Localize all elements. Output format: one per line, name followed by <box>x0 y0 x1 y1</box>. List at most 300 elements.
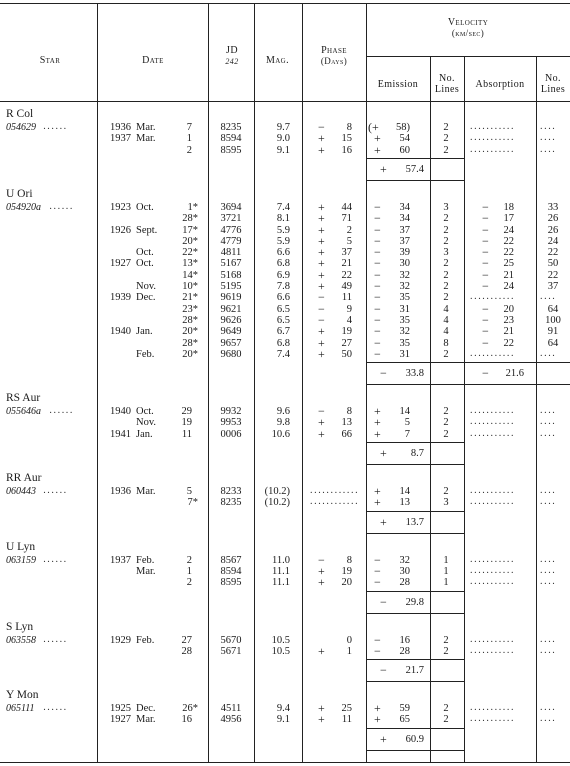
row-emission: 32 <box>399 326 410 338</box>
row-day: 19 <box>181 417 192 429</box>
row-emission: 7 <box>404 428 410 440</box>
row-absorption: 25 <box>503 258 514 270</box>
ab-lines-dots: .... <box>540 633 557 645</box>
row-emission-sign: − <box>374 290 381 305</box>
header-emission: Emission <box>377 79 419 90</box>
mean-emission-sign: − <box>380 366 387 381</box>
mean-emission-sign: + <box>380 514 387 529</box>
row-emission: 37 <box>399 235 410 247</box>
row-mag: 9.6 <box>276 406 290 418</box>
row-year: 1925 <box>110 703 131 715</box>
row-em-lines: 8 <box>443 337 449 349</box>
row-ab-lines: 91 <box>547 326 559 338</box>
row-mag: 6.7 <box>276 326 290 338</box>
row-phase-sign: + <box>318 267 325 282</box>
row-emission: 65 <box>399 714 410 726</box>
column-rule-1 <box>208 3 209 762</box>
ab-lines-dots: .... <box>540 427 557 439</box>
row-em-lines: 2 <box>443 486 449 497</box>
row-jd: 8567 <box>220 554 242 566</box>
row-em-lines: 2 <box>443 281 449 292</box>
row-em-lines: 1 <box>443 577 449 589</box>
row-em-lines: 2 <box>443 348 449 360</box>
row-jd: 8235 <box>220 122 242 133</box>
mean-rule-bottom <box>366 180 464 181</box>
leader-dots: ...... <box>43 633 68 645</box>
row-jd: 9657 <box>220 337 242 349</box>
star-name: R Col <box>6 108 34 120</box>
row-mag: 5.9 <box>276 235 290 247</box>
star-number: 054920a <box>6 201 41 213</box>
star-number: 065111 <box>6 703 35 715</box>
ab-lines-dots: .... <box>540 553 557 565</box>
row-day: 7 <box>186 122 192 133</box>
row-emission-sign: (+ <box>368 120 379 134</box>
mean-rule-top <box>366 728 464 729</box>
row-absorption-sign: − <box>482 279 489 293</box>
row-mag: (10.2) <box>264 497 290 509</box>
ab-lines-dots: .... <box>540 702 557 714</box>
row-phase: 27 <box>341 337 352 349</box>
row-phase: 8 <box>346 406 352 418</box>
row-day: 2 <box>186 554 192 566</box>
leader-dots: ...... <box>43 702 68 714</box>
row-absorption-sign: − <box>482 233 489 248</box>
row-phase: 71 <box>341 213 352 225</box>
absorption-dots: ........... <box>470 291 516 303</box>
row-emission-sign: − <box>374 346 381 361</box>
mean-rule-bottom <box>366 384 464 385</box>
row-ab-lines: 26 <box>547 213 559 225</box>
row-absorption: 22 <box>503 235 514 247</box>
header-ab-lines: No. Lines <box>540 73 566 95</box>
row-mag: 9.7 <box>276 122 290 133</box>
row-day: 10* <box>182 281 198 292</box>
row-phase: 13 <box>341 417 352 429</box>
row-jd: 8233 <box>220 486 242 497</box>
column-rule-3 <box>302 3 303 762</box>
absorption-dots: ........... <box>470 633 516 645</box>
row-jd: 9619 <box>220 292 242 304</box>
row-ab-lines: 22 <box>547 247 559 259</box>
row-jd: 3721 <box>220 213 242 225</box>
row-month: Nov. <box>136 281 157 292</box>
row-emission-sign: + <box>374 701 381 716</box>
mean-rule-bottom <box>366 750 464 751</box>
mean-rule-top <box>366 511 464 512</box>
row-emission: 28 <box>399 645 410 657</box>
leader-dots: ...... <box>49 405 74 417</box>
row-ab-lines: 33 <box>547 201 559 213</box>
absorption-dots: ........... <box>470 132 516 144</box>
row-phase-sign: − <box>318 404 325 419</box>
row-day: 23* <box>182 303 198 315</box>
row-phase-sign: + <box>318 563 325 578</box>
row-absorption: 24 <box>503 281 514 292</box>
ab-lines-dots: .... <box>540 496 557 508</box>
row-mag: (10.2) <box>264 486 290 497</box>
header-velocity: Velocity (km/sec) <box>447 17 489 38</box>
row-day: 5 <box>186 486 192 497</box>
star-number: 060443 <box>6 486 36 497</box>
row-em-lines: 2 <box>443 269 449 281</box>
row-emission-sign: + <box>374 142 381 157</box>
ab-lines-dots: .... <box>540 143 557 155</box>
row-emission-sign: + <box>374 404 381 419</box>
row-mag: 9.1 <box>276 144 290 156</box>
row-absorption-sign: − <box>482 335 489 350</box>
row-mag: 9.8 <box>276 417 290 429</box>
absorption-dots: ........... <box>470 496 516 508</box>
row-phase: 19 <box>341 565 352 577</box>
row-day: 2 <box>186 144 192 156</box>
row-ab-lines: 22 <box>547 269 559 281</box>
row-ab-lines: 64 <box>547 303 559 315</box>
row-year: 1927 <box>110 258 131 270</box>
star-name: RS Aur <box>6 392 41 405</box>
row-jd: 5168 <box>220 269 242 281</box>
row-year: 1940 <box>110 326 131 338</box>
row-phase: 50 <box>341 348 352 360</box>
row-jd: 8595 <box>220 144 242 156</box>
row-month: Feb. <box>136 348 155 360</box>
mean-emission-sign: − <box>380 594 387 609</box>
top-rule <box>0 3 570 4</box>
ab-lines-dots: .... <box>540 416 557 428</box>
row-absorption-sign: − <box>482 312 489 327</box>
row-emission: 34 <box>399 213 410 225</box>
row-emission-sign: − <box>374 301 381 316</box>
absorption-dots: ........... <box>470 416 516 428</box>
row-emission: 28 <box>399 577 410 589</box>
row-year: 1940 <box>110 406 131 418</box>
mean-rule-top <box>366 591 464 592</box>
row-phase: 11 <box>341 714 352 726</box>
header-mag: Mag. <box>265 55 290 66</box>
row-phase: 20 <box>341 577 352 589</box>
row-phase-sign: + <box>318 233 325 248</box>
row-phase: 21 <box>341 258 352 270</box>
row-emission-sign: − <box>374 222 381 237</box>
row-emission-sign: + <box>374 484 381 498</box>
row-mag: 11.1 <box>272 577 290 589</box>
row-emission: 60 <box>399 144 410 156</box>
mean-rule-top <box>366 158 464 159</box>
row-em-lines: 1 <box>443 565 449 577</box>
star-name: RR Aur <box>6 472 42 484</box>
row-mag: 7.4 <box>276 201 290 213</box>
row-phase: 8 <box>346 554 352 566</box>
row-day: 11 <box>181 428 192 440</box>
header-phase: Phase (Days) <box>320 45 348 66</box>
row-day: 1 <box>186 565 192 577</box>
row-emission: 13 <box>399 497 410 509</box>
mean-emission: 13.7 <box>405 516 424 528</box>
row-emission-sign: − <box>374 552 381 567</box>
absorption-dots: ........... <box>470 644 516 656</box>
row-absorption-sign: − <box>482 267 489 282</box>
star-number: 054629 <box>6 122 36 133</box>
mean-rule-bottom-ab <box>464 384 570 385</box>
row-emission: 14 <box>399 486 410 497</box>
row-emission: 37 <box>399 224 410 236</box>
star-name: U Ori <box>6 187 33 200</box>
row-jd: 8594 <box>220 133 242 145</box>
row-emission-sign: − <box>374 632 381 647</box>
row-jd: 3694 <box>220 201 242 213</box>
row-phase-sign: − <box>318 301 325 316</box>
row-ab-lines: 100 <box>545 314 561 326</box>
column-rule-0 <box>97 3 98 762</box>
absorption-dots: ........... <box>470 347 516 359</box>
row-absorption: 20 <box>503 303 514 315</box>
row-mag: 7.8 <box>276 281 290 292</box>
row-mag: 6.5 <box>276 303 290 315</box>
row-em-lines: 4 <box>443 326 449 338</box>
row-month: Oct. <box>136 406 154 418</box>
row-month: Dec. <box>136 703 156 715</box>
row-mag: 6.6 <box>276 247 290 259</box>
row-emission-sign: − <box>374 199 381 214</box>
row-month: Oct. <box>136 258 154 270</box>
ab-lines-dots: .... <box>540 564 557 576</box>
row-em-lines: 2 <box>443 292 449 304</box>
row-phase: 0 <box>346 634 352 646</box>
row-em-lines: 2 <box>443 258 449 270</box>
ab-lines-dots: .... <box>540 291 557 303</box>
row-jd: 9953 <box>220 417 242 429</box>
row-emission: 30 <box>399 258 410 270</box>
row-day: 7* <box>187 497 198 509</box>
row-emission: 35 <box>399 292 410 304</box>
row-jd: 5670 <box>220 634 242 646</box>
row-absorption-sign: − <box>482 211 489 226</box>
row-phase-sign: − <box>318 290 325 305</box>
row-em-lines: 2 <box>443 144 449 156</box>
row-mag: 8.1 <box>276 213 290 225</box>
row-phase-sign: − <box>318 552 325 567</box>
row-absorption-sign: − <box>482 245 489 260</box>
ab-lines-dots: .... <box>540 405 557 417</box>
row-month: Jan. <box>136 326 153 338</box>
row-absorption-sign: − <box>482 324 489 339</box>
row-jd: 4811 <box>220 247 242 259</box>
leader-dots: ...... <box>49 200 74 212</box>
row-phase-sign: + <box>318 643 325 658</box>
row-em-lines: 2 <box>443 235 449 247</box>
row-day: 16 <box>181 714 192 726</box>
row-day: 14* <box>182 269 198 281</box>
row-phase: 5 <box>346 235 352 247</box>
row-em-lines: 4 <box>443 303 449 315</box>
mean-emission: 60.9 <box>405 733 424 745</box>
row-day: 28* <box>182 337 198 349</box>
row-mag: 9.4 <box>276 703 290 715</box>
row-emission-sign: − <box>374 312 381 327</box>
row-month: Feb. <box>136 554 155 566</box>
row-phase-sign: + <box>318 256 325 271</box>
row-em-lines: 2 <box>443 417 449 429</box>
row-emission: 30 <box>399 565 410 577</box>
row-jd: 5671 <box>220 645 242 657</box>
row-phase-sign: − <box>318 120 325 134</box>
row-em-lines: 2 <box>443 428 449 440</box>
row-emission: 16 <box>399 634 410 646</box>
row-em-lines: 1 <box>443 554 449 566</box>
row-year: 1939 <box>110 292 131 304</box>
mean-emission: 8.7 <box>410 448 424 459</box>
row-day: 22* <box>182 247 198 259</box>
row-em-lines: 2 <box>443 703 449 715</box>
row-jd: 9621 <box>220 303 242 315</box>
row-mag: 6.6 <box>276 292 290 304</box>
header-star: Star <box>39 55 61 66</box>
row-emission: 31 <box>399 348 410 360</box>
star-name: S Lyn <box>6 620 34 633</box>
mean-absorption: 21.6 <box>505 368 524 380</box>
row-phase: 1 <box>346 645 352 657</box>
row-mag: 11.0 <box>272 554 290 566</box>
row-mag: 6.8 <box>276 337 290 349</box>
row-phase-sign: + <box>318 222 325 237</box>
row-phase-sign: + <box>318 575 325 590</box>
row-absorption: 17 <box>503 213 514 225</box>
bottom-rule <box>0 762 570 763</box>
mean-rule-top <box>366 362 464 363</box>
row-emission-sign: − <box>374 256 381 271</box>
row-mag: 5.9 <box>276 224 290 236</box>
row-emission-sign: + <box>374 426 381 441</box>
row-emission-sign: + <box>374 131 381 146</box>
row-em-lines: 2 <box>443 224 449 236</box>
row-emission-sign: − <box>374 245 381 260</box>
row-jd: 4511 <box>220 703 242 715</box>
row-month: Oct. <box>136 247 154 259</box>
row-absorption: 18 <box>503 201 514 213</box>
row-phase-sign: + <box>318 245 325 260</box>
absorption-dots: ........... <box>470 405 516 417</box>
row-mag: 10.5 <box>271 645 290 657</box>
leader-dots: ...... <box>43 121 68 132</box>
row-em-lines: 2 <box>443 634 449 646</box>
row-emission: 39 <box>399 247 410 259</box>
star-number: 063159 <box>6 554 36 566</box>
star-name: Y Mon <box>6 689 39 702</box>
row-absorption: 24 <box>503 224 514 236</box>
row-mag: 10.5 <box>271 634 290 646</box>
row-month: Feb. <box>136 634 155 646</box>
velocity-sub-rule <box>366 56 570 57</box>
absorption-dots: ........... <box>470 564 516 576</box>
row-phase-sign: + <box>318 415 325 430</box>
row-year: 1923 <box>110 201 131 213</box>
mean-emission-sign: + <box>380 731 387 746</box>
row-emission-sign: − <box>374 643 381 658</box>
row-em-lines: 2 <box>443 645 449 657</box>
row-day: 28 <box>181 645 192 657</box>
leader-dots: ...... <box>43 553 68 565</box>
row-jd: 9680 <box>220 348 242 360</box>
row-emission: 59 <box>399 703 410 715</box>
row-phase-sign: + <box>318 279 325 293</box>
row-year: 1936 <box>110 486 131 497</box>
row-emission: 5 <box>404 417 410 429</box>
row-emission: 58) <box>396 122 410 133</box>
star-number: 063558 <box>6 634 36 646</box>
leader-dots: ...... <box>43 485 68 496</box>
ab-lines-dots: .... <box>540 485 557 496</box>
row-day: 20* <box>182 326 198 338</box>
row-phase: 16 <box>341 144 352 156</box>
row-month: Nov. <box>136 417 157 429</box>
row-jd: 5195 <box>220 281 242 292</box>
header-em-lines: No. Lines <box>434 73 460 95</box>
row-emission-sign: + <box>374 495 381 510</box>
row-jd: 8235 <box>220 497 242 509</box>
ab-lines-dots: .... <box>540 347 557 359</box>
mean-emission: 33.8 <box>405 368 424 380</box>
row-year: 1937 <box>110 133 131 145</box>
row-emission: 34 <box>399 201 410 213</box>
mean-emission-sign: + <box>380 446 387 460</box>
absorption-dots: ........... <box>470 485 516 496</box>
row-year: 1927 <box>110 714 131 726</box>
row-emission-sign: + <box>374 415 381 430</box>
mean-rule-bottom <box>366 464 464 465</box>
row-month: Mar. <box>136 486 156 497</box>
row-phase: 22 <box>341 269 352 281</box>
row-year: 1929 <box>110 634 131 646</box>
row-emission-sign: + <box>374 712 381 727</box>
row-emission: 54 <box>399 133 410 145</box>
mean-rule-top <box>366 659 464 660</box>
row-emission-sign: − <box>374 211 381 226</box>
row-em-lines: 2 <box>443 213 449 225</box>
row-year: 1941 <box>110 428 131 440</box>
mean-absorption-sign: − <box>482 366 489 381</box>
row-jd: 5167 <box>220 258 242 270</box>
row-month: Dec. <box>136 292 156 304</box>
row-phase: 66 <box>341 428 352 440</box>
row-emission: 32 <box>399 269 410 281</box>
column-rule-emlines <box>430 56 431 762</box>
mean-rule-bottom <box>366 533 464 534</box>
row-ab-lines: 64 <box>547 337 559 349</box>
row-em-lines: 3 <box>443 247 449 259</box>
row-phase-sign: + <box>318 211 325 226</box>
row-ab-lines: 37 <box>547 281 559 292</box>
row-phase-sign: + <box>318 335 325 350</box>
row-month: Mar. <box>136 565 156 577</box>
mean-emission: 57.4 <box>405 163 424 175</box>
row-month: Sept. <box>136 224 158 236</box>
row-absorption: 23 <box>503 314 514 326</box>
absorption-dots: ........... <box>470 427 516 439</box>
row-em-lines: 3 <box>443 497 449 509</box>
row-jd: 8595 <box>220 577 242 589</box>
row-mag: 11.1 <box>272 565 290 577</box>
row-absorption-sign: − <box>482 256 489 271</box>
star-number: 055646a <box>6 406 41 418</box>
row-day: 26* <box>182 703 198 715</box>
row-month: Jan. <box>136 428 153 440</box>
header-absorption: Absorption <box>475 79 525 90</box>
row-jd: 8594 <box>220 565 242 577</box>
row-mag: 6.8 <box>276 258 290 270</box>
row-ab-lines: 24 <box>547 235 559 247</box>
row-em-lines: 4 <box>443 314 449 326</box>
row-phase: 8 <box>346 122 352 133</box>
